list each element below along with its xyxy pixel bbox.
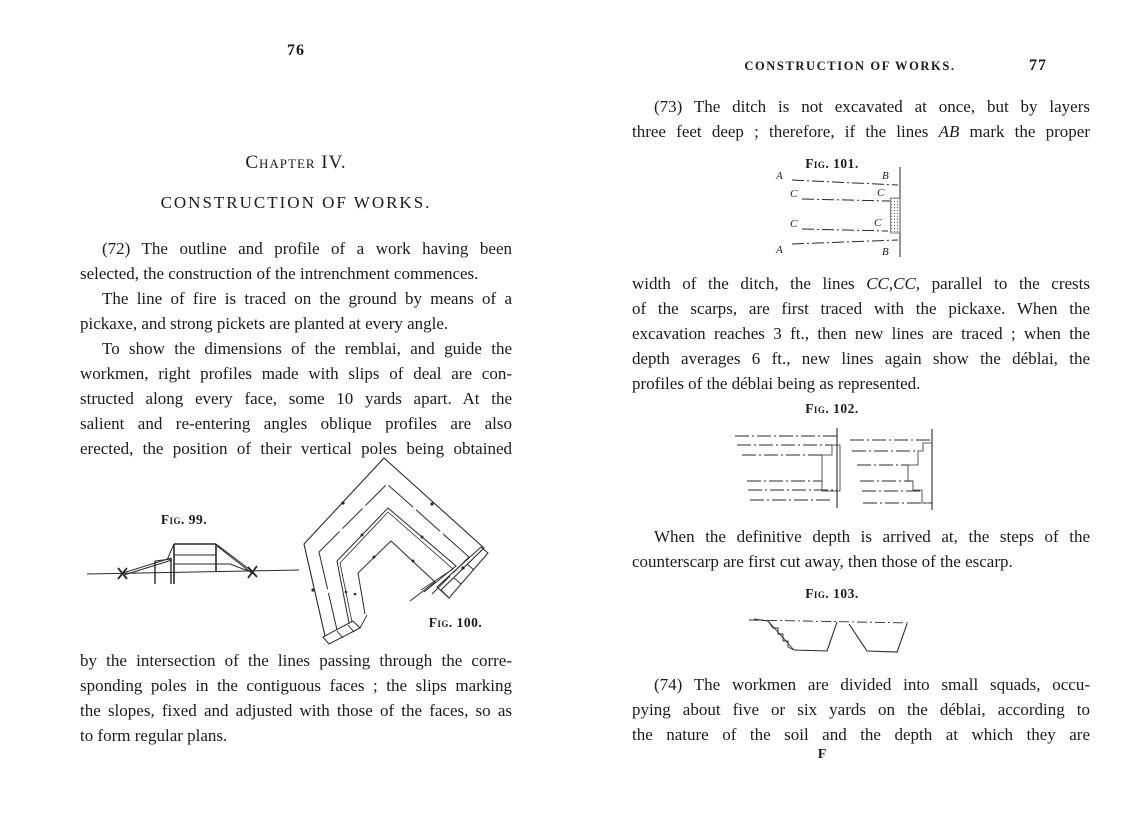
text-line: to form regular plans. [80,726,228,745]
fig-102-label: Fig. 102. [805,401,859,416]
section-heading: CONSTRUCTION OF WORKS. [160,193,432,212]
text-line: profiles of the déblai being as represented. [632,374,921,393]
fig101-letter: B [882,246,889,258]
text-line: To show the dimensions of the remblai, and guide the [102,339,512,358]
page-number-right: 77 [1029,57,1047,74]
fig101-letter: C [877,187,885,199]
fig101-letter: C [790,188,798,200]
text-line: width of the ditch, the lines CC,CC, parallel to the crests [632,274,1090,293]
text-line: structed along every face, some 10 yards apart. At the [80,389,512,408]
text-line: by the intersection of the lines passing through the corre- [80,651,512,670]
italic-ab: AB [938,122,960,141]
text-line: (73) The ditch is not excavated at once, but by layers [654,97,1090,116]
fig101-letter: A [776,244,783,256]
text-line: sponding poles in the contiguous faces ; the slips marking [80,676,512,695]
text-line: The line of fire is traced on the ground by means of a [102,289,512,308]
fig-101-drawing [770,167,910,262]
fig101-letter: A [776,170,783,182]
right-text-para74 [632,672,1090,747]
fig101-letter: C [790,218,798,230]
fig101-letter: C [874,217,882,229]
text-line: selected, the construction of the intrenchment commences. [80,264,479,283]
text-line: of the scarps, are first traced with the pickaxe. When the [632,299,1090,318]
fig-99-drawing [85,531,305,606]
text-line: workmen, right profiles made with slips of deal are con- [80,364,512,383]
fig101-letter: B [882,170,889,182]
text-line: salient and re-entering angles oblique profiles are also [80,414,512,433]
left-text-upper [80,236,512,461]
text-line: pickaxe, and strong pickets are planted at every angle. [80,314,449,333]
fig-100-label: Fig. 100. [428,615,483,630]
signature-mark: F [817,747,827,762]
text-line: (72) The outline and profile of a work having been [102,239,512,258]
text-line: (74) The workmen are divided into small squads, occu- [654,675,1090,694]
fig-99-label: Fig. 99. [160,512,208,527]
fig-101-label: Fig. 101. [805,156,859,171]
text-line: the nature of the soil and the depth at which they are [632,725,1090,744]
chapter-heading: Chapter IV. [245,152,347,173]
fig-103-drawing [745,603,915,658]
right-text-depth [632,524,1090,574]
right-text-para73 [632,94,1090,144]
page-number-left: 76 [287,42,305,59]
text-line: three feet deep ; therefore, if the lines AB mark the proper [632,122,1090,141]
fig-102-drawing [733,426,935,512]
text-line: counterscarp are first cut away, then those of the escarp. [632,552,1013,571]
left-text-lower [80,648,512,748]
running-header: CONSTRUCTION OF WORKS. [744,59,956,73]
italic-cc: CC,CC, [866,274,921,293]
text-line: When the definitive depth is arrived at, the steps of the [654,527,1090,546]
fig-103-label: Fig. 103. [805,586,859,601]
right-text-width [632,271,1090,396]
text-line: pying about five or six yards on the déblai, according to [632,700,1090,719]
text-line: erected, the position of their vertical poles being obtained [80,439,512,458]
text-line: depth averages 6 ft., new lines again show the déblai, the [632,349,1090,368]
text-line: excavation reaches 3 ft., then new lines are traced ; when the [632,324,1090,343]
text-line: the slopes, fixed and adjusted with those of the faces, so as [80,701,512,720]
